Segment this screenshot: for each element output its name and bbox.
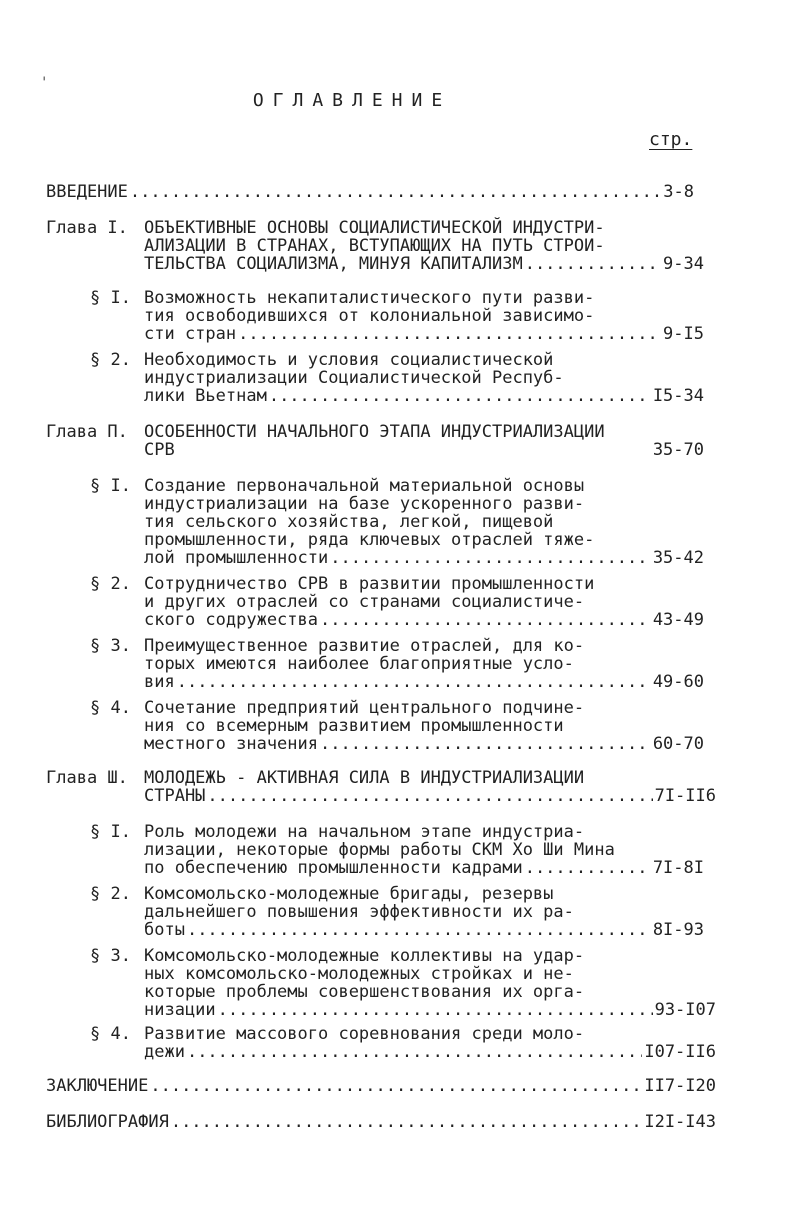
toc-entry-line: индустриализации на базе ускоренного разви- [144, 494, 585, 514]
toc-entry-introduction[interactable] [46, 182, 694, 202]
toc-entry-chapter-2[interactable] [144, 440, 704, 460]
dot-leader [269, 386, 651, 406]
toc-entry-line: АЛИЗАЦИИ В СТРАНАХ, ВСТУПАЮЩИХ НА ПУТЬ СТРОИ- [144, 236, 605, 256]
page-title: ОГЛАВЛЕНИЕ [252, 90, 452, 111]
toc-entry-line: торых имеются наиболее благоприятные усло- [144, 654, 574, 674]
dot-leader [525, 858, 651, 878]
section-label: § 3. [90, 636, 131, 656]
toc-entry-section[interactable] [144, 1000, 716, 1020]
toc-entry-section[interactable] [144, 324, 704, 344]
toc-entry-page: 49-60 [652, 672, 704, 692]
toc-entry-page: 35-70 [652, 440, 704, 460]
section-label: § I. [90, 476, 131, 496]
toc-entry-section[interactable] [144, 858, 704, 878]
toc-entry-chapter-1[interactable] [144, 254, 704, 274]
dot-leader [187, 1042, 642, 1062]
toc-entry-line: промышленности, ряда ключевых отраслей тяже- [144, 530, 595, 550]
toc-entry-title: местного значения [144, 734, 318, 754]
toc-entry-line: Комсомольско-молодежные бригады, резервы [144, 884, 554, 904]
toc-entry-page: 93-I07 [654, 1000, 716, 1020]
toc-entry-section[interactable] [144, 920, 704, 940]
dot-leader [207, 786, 652, 806]
toc-entry-page: 3-8 [663, 182, 694, 202]
toc-entry-page: I5-34 [652, 386, 704, 406]
toc-entry-section[interactable] [144, 734, 704, 754]
toc-entry-page: 7I-8I [652, 858, 704, 878]
dot-leader [320, 610, 651, 630]
toc-entry-title: боты [144, 920, 185, 940]
section-label: § 4. [90, 698, 131, 718]
toc-entry-title: ВВЕДЕНИЕ [46, 182, 128, 202]
toc-entry-conclusion[interactable] [46, 1076, 716, 1096]
toc-entry-section[interactable] [144, 386, 704, 406]
toc-entry-line: ния со всемерным развитием промышленности [144, 716, 564, 736]
toc-entry-line: Создание первоначальной материальной основы [144, 476, 585, 496]
toc-entry-title: низации [144, 1000, 216, 1020]
toc-entry-page: I07-II6 [644, 1042, 716, 1062]
dot-leader [187, 920, 651, 940]
toc-entry-title: лики Вьетнам [144, 386, 267, 406]
toc-entry-title: лой промышленности [144, 548, 329, 568]
toc-entry-line: лизации, некоторые формы работы СКМ Хо Ши Мина [144, 840, 615, 860]
toc-entry-line: Сотрудничество СРВ в развитии промышленности [144, 574, 595, 594]
toc-entry-page: 8I-93 [652, 920, 704, 940]
toc-entry-title: СТРАНЫ [144, 786, 206, 806]
toc-entry-title: сти стран [144, 324, 237, 344]
toc-entry-page: 35-42 [652, 548, 704, 568]
toc-entry-line: ных комсомольско-молодежных стройках и не- [144, 964, 574, 984]
dot-leader [130, 182, 661, 202]
toc-entry-line: ОБЪЕКТИВНЫЕ ОСНОВЫ СОЦИАЛИСТИЧЕСКОЙ ИНДУСТРИ- [144, 218, 605, 238]
toc-entry-title: СРВ [144, 440, 175, 460]
toc-entry-section[interactable] [144, 610, 704, 630]
chapter-label: Глава Ш. [46, 768, 128, 788]
toc-entry-page: I2I-I43 [644, 1112, 716, 1132]
toc-entry-line: дальнейшего повышения эффективности их ра- [144, 902, 574, 922]
toc-entry-line: индустриализации Социалистической Респуб- [144, 368, 564, 388]
toc-entry-title: БИБЛИОГРАФИЯ [46, 1112, 169, 1132]
toc-entry-line: Преимущественное развитие отраслей, для ко- [144, 636, 585, 656]
section-label: § 2. [90, 350, 131, 370]
toc-entry-line: и других отраслей со странами социалистиче- [144, 592, 585, 612]
dot-leader [218, 1000, 653, 1020]
toc-entry-line: которые проблемы совершенствования их орга- [144, 982, 585, 1002]
toc-entry-page: 7I-II6 [654, 786, 716, 806]
toc-entry-title: ского содружества [144, 610, 318, 630]
toc-entry-line: тия освободившихся от колониальной зависимо- [144, 306, 595, 326]
toc-entry-line: Возможность некапиталистического пути разви- [144, 288, 595, 308]
dot-leader [320, 734, 651, 754]
dot-leader [171, 1112, 643, 1132]
toc-entry-page: 43-49 [652, 610, 704, 630]
dot-leader [150, 1076, 642, 1096]
toc-entry-page: 9-34 [663, 254, 704, 274]
toc-entry-section[interactable] [144, 1042, 716, 1062]
toc-entry-bibliography[interactable] [46, 1112, 716, 1132]
chapter-label: Глава I. [46, 218, 128, 238]
chapter-label: Глава П. [46, 422, 128, 442]
toc-entry-page: 60-70 [652, 734, 704, 754]
dot-leader [177, 672, 651, 692]
toc-entry-section[interactable] [144, 548, 704, 568]
dot-leader [525, 254, 661, 274]
toc-entry-title: ТЕЛЬСТВА СОЦИАЛИЗМА, МИНУЯ КАПИТАЛИЗМ [144, 254, 523, 274]
toc-entry-page: 9-I5 [663, 324, 704, 344]
dot-leader [330, 548, 651, 568]
toc-entry-title: вия [144, 672, 175, 692]
toc-entry-title: ЗАКЛЮЧЕНИЕ [46, 1076, 149, 1096]
toc-entry-line: Сочетание предприятий центрального подчине- [144, 698, 585, 718]
dot-leader [238, 324, 661, 344]
section-label: § 2. [90, 884, 131, 904]
section-label: § 2. [90, 574, 131, 594]
section-label: § I. [90, 288, 131, 308]
toc-entry-line: Роль молодежи на начальном этапе индустриа- [144, 822, 585, 842]
section-label: § I. [90, 822, 131, 842]
toc-entry-chapter-3[interactable] [144, 786, 716, 806]
toc-entry-section[interactable] [144, 672, 704, 692]
toc-entry-page: II7-I20 [644, 1076, 716, 1096]
toc-entry-title: по обеспечению промышленности кадрами [144, 858, 523, 878]
toc-entry-line: Необходимость и условия социалистической [144, 350, 554, 370]
toc-entry-line: ОСОБЕННОСТИ НАЧАЛЬНОГО ЭТАПА ИНДУСТРИАЛИЗАЦИИ [144, 422, 605, 442]
toc-entry-title: дежи [144, 1042, 185, 1062]
section-label: § 4. [90, 1024, 131, 1044]
toc-entry-line: МОЛОДЕЖЬ - АКТИВНАЯ СИЛА В ИНДУСТРИАЛИЗАЦИИ [144, 768, 585, 788]
margin-mark: ' [40, 75, 49, 91]
section-label: § 3. [90, 946, 131, 966]
page-column-header: стр. [649, 129, 693, 150]
toc-entry-line: Развитие массового соревнования среди моло- [144, 1024, 585, 1044]
toc-entry-line: тия сельского хозяйства, легкой, пищевой [144, 512, 554, 532]
toc-entry-line: Комсомольско-молодежные коллективы на удар- [144, 946, 585, 966]
